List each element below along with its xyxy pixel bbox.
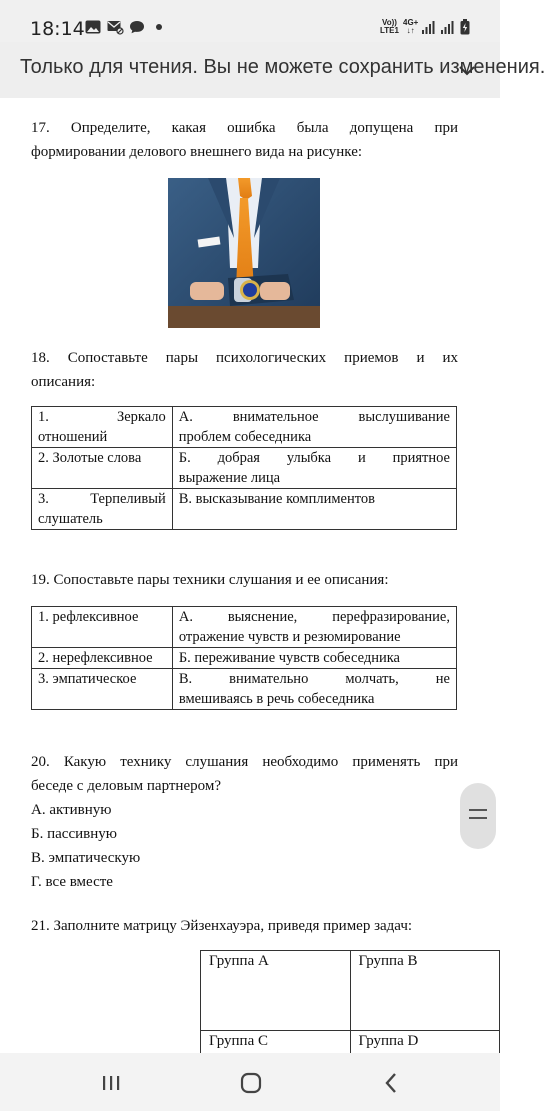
table-cell: А. внимательное выслушивание проблем собеседника — [172, 407, 456, 448]
answer-option: В. эмпатическую — [31, 850, 141, 866]
table-cell: А. выяснение, перефразирование, отражение чувств и резюмирование — [172, 607, 456, 648]
question-17-line: 17. Определите, какая ошибка была допущена при — [31, 120, 458, 136]
table-cell: 3. эмпатическое — [32, 669, 173, 710]
question-17-line: формировании делового внешнего вида на рисунке: — [31, 144, 363, 160]
table-cell: В. высказывание комплиментов — [172, 489, 456, 530]
matrix-cell-group-c: Группа С — [201, 1031, 351, 1111]
table-cell: 3. Терпеливый слушатель — [32, 489, 173, 530]
answer-option: Г. все вместе — [31, 874, 113, 890]
document-page[interactable] — [0, 98, 500, 1053]
table-cell: Б. добрая улыбка и приятное выражение лица — [172, 448, 456, 489]
dot-icon — [153, 20, 169, 34]
status-time: 18:14 — [30, 18, 85, 40]
chevron-down-icon[interactable] — [456, 60, 478, 80]
question-17 — [31, 116, 458, 164]
table-cell: 1. рефлексивное — [32, 607, 173, 648]
question-20-line: 20. Какую технику слушания необходимо применять при — [31, 754, 458, 770]
table-row — [32, 448, 457, 489]
table-row — [32, 489, 457, 530]
table-row — [32, 407, 457, 448]
table-cell: 1. Зеркало отношений — [32, 407, 173, 448]
read-only-banner[interactable] — [0, 42, 545, 98]
4g-icon: 4G+ ↓↑ — [403, 18, 419, 35]
read-only-message: Только для чтения. Вы не можете сохранить изменения. — [20, 56, 545, 78]
table-cell: В. внимательно молчать, не вмешиваясь в речь собеседника — [172, 669, 456, 710]
handle-grip-line — [469, 809, 487, 811]
handle-grip-line — [469, 817, 487, 819]
question-19-line: 19. Сопоставьте пары техники слушания и ее описания: — [31, 572, 389, 588]
battery-icon — [460, 19, 470, 35]
business-attire-photo — [168, 178, 320, 328]
question-18-line: 18. Сопоставьте пары психологических приемов и их — [31, 350, 458, 366]
table-cell: 2. Золотые слова — [32, 448, 173, 489]
question-20 — [31, 750, 458, 798]
signal-icon — [421, 20, 435, 34]
matrix-cell-group-d: Группа D — [350, 1031, 500, 1111]
matrix-cell-group-b: Группа В — [350, 951, 500, 1031]
back-icon[interactable] — [376, 1068, 406, 1098]
home-icon[interactable] — [236, 1068, 266, 1098]
table-row — [201, 951, 500, 1031]
signal-icon-2 — [440, 20, 454, 34]
chat-bubble-icon — [129, 20, 145, 34]
mail-blocked-icon — [107, 20, 123, 34]
question-21-line: 21. Заполните матрицу Эйзенхауэра, приведя пример задач: — [31, 918, 413, 934]
table-row — [32, 607, 457, 648]
table-row — [32, 669, 457, 710]
question-21 — [31, 914, 458, 938]
matrix-cell-group-a: Группа А — [201, 951, 351, 1031]
question-20-line: беседе с деловым партнером? — [31, 778, 221, 794]
question-19 — [31, 568, 458, 592]
scroll-handle[interactable] — [460, 783, 496, 849]
question-18-line: описания: — [31, 374, 96, 390]
question-18 — [31, 346, 458, 394]
table-cell: 2. нерефлексивное — [32, 648, 173, 669]
volte-label: Vo)) LTE1 — [380, 18, 399, 35]
answer-option: Б. пассивную — [31, 826, 117, 842]
table-cell: Б. переживание чувств собеседника — [172, 648, 456, 669]
recents-icon[interactable] — [96, 1068, 126, 1098]
image-icon — [85, 20, 101, 34]
navigation-bar — [0, 1053, 500, 1111]
question-19-table — [31, 606, 457, 710]
table-row — [32, 648, 457, 669]
answer-option: А. активную — [31, 802, 112, 818]
question-18-table — [31, 406, 457, 530]
